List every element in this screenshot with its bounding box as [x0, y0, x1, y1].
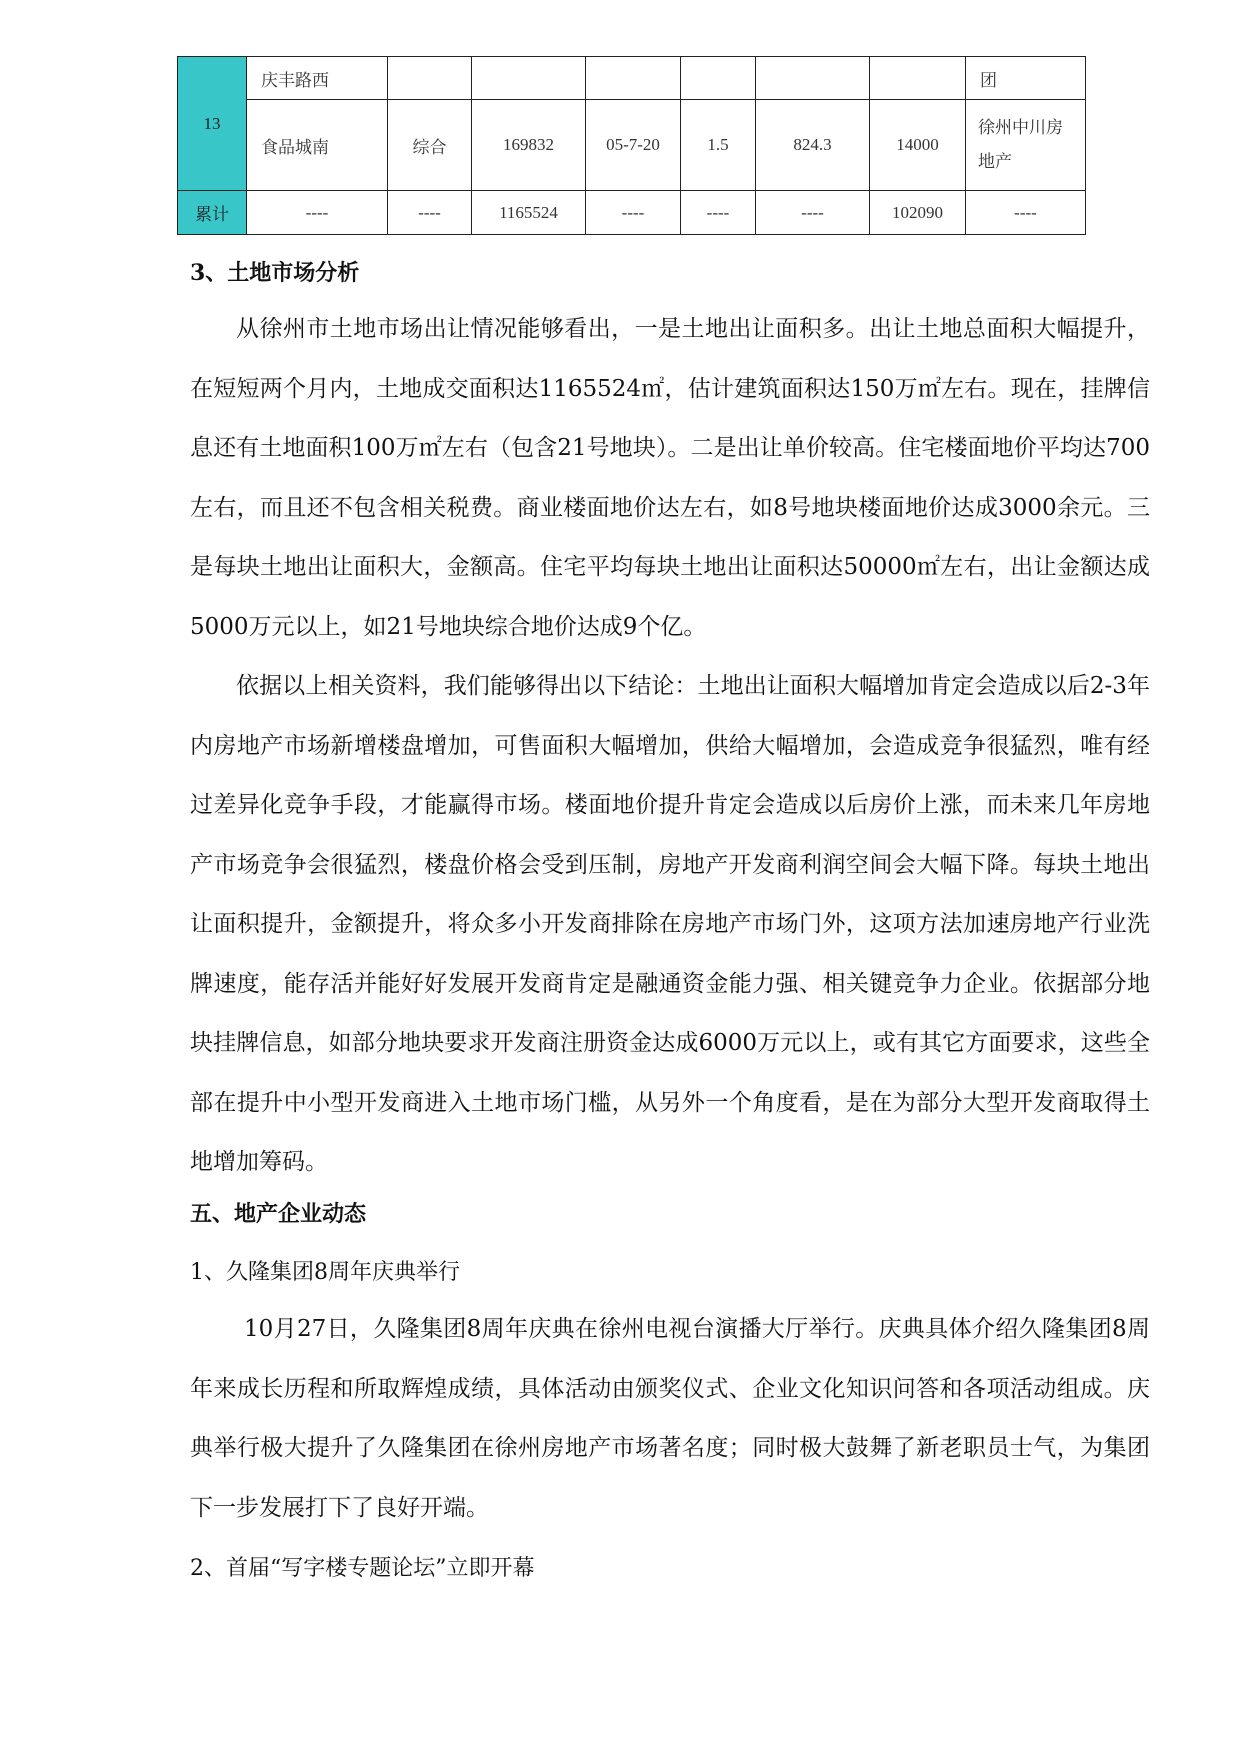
- table-cell: ----: [966, 191, 1086, 235]
- total-amount-cell: 102090: [870, 191, 966, 235]
- area-cell: 169832: [472, 100, 586, 191]
- location-cell: 庆丰路西: [247, 57, 388, 100]
- table-row: [178, 57, 1086, 100]
- price-cell: 824.3: [756, 100, 870, 191]
- table-cell: [870, 57, 966, 100]
- row-number-cell: 13: [178, 57, 247, 191]
- news-item-paragraph-1: 10月27日，久隆集团8周年庆典在徐州电视台演播大厅举行。庆典具体介绍久隆集团8周年来成长历程和所取辉煌成绩，具体活动由颁奖仪式、企业文化知识问答和各项活动组成。庆典举行极大提升了久隆集团在徐州房地产市场著名度；同时极大鼓舞了新老职员士气，为集团下一步发展打下了良好开端。: [190, 1316, 1150, 1521]
- amount-cell: 14000: [870, 100, 966, 191]
- land-transfer-table: [177, 56, 1086, 235]
- paragraph-land-market: 从徐州市土地市场出让情况能够看出，一是土地出让面积多。出让土地总面积大幅提升，在短短两个月内，土地成交面积达1165524㎡，估计建筑面积达150万㎡左右。现在，挂牌信息还有土地面积100万㎡左右（包含21号地块）。二是出让单价较高。住宅楼面地价平均达700左右，而且还不包含相关税费。商业楼面地价达左右，如8号地块楼面地价达成3000余元。三是每块土地出让面积大，金额高。住宅平均每块土地出让面积达50000㎡左右，出让金额达成5000万元以上，如21号地块综合地价达成9个亿。: [190, 316, 1150, 640]
- table-cell: ----: [586, 191, 681, 235]
- section-heading-land-analysis: 3、土地市场分析: [190, 260, 360, 286]
- paragraph-conclusion: 依据以上相关资料，我们能够得出以下结论：土地出让面积大幅增加肯定会造成以后2-3年内房地产市场新增楼盘增加，可售面积大幅增加，供给大幅增加，会造成竞争很猛烈，唯有经过差异化竞争手段，才能赢得市场。楼面地价提升肯定会造成以后房价上涨，而未来几年房地产市场竞争会很猛烈，楼盘价格会受到压制，房地产开发商利润空间会大幅下降。每块土地出让面积提升，金额提升，将众多小开发商排除在房地产市场门外，这项方法加速房地产行业洗牌速度，能存活并能好好发展开发商肯定是融通资金能力强、相关键竞争力企业。依据部分地块挂牌信息，如部分地块要求开发商注册资金达成6000万元以上，或有其它方面要求，这些全部在提升中小型开发商进入土地市场门槛，从另外一个角度看，是在为部分大型开发商取得土地增加筹码。: [190, 673, 1150, 1175]
- section-heading-enterprise-news: 五、地产企业动态: [190, 1201, 367, 1227]
- buyer-cell: 团: [966, 57, 1086, 100]
- table-row-total: [178, 191, 1086, 235]
- table-cell: [681, 57, 756, 100]
- table-cell: ----: [681, 191, 756, 235]
- ratio-cell: 1.5: [681, 100, 756, 191]
- news-item-title-2: 2、首届“写字楼专题论坛”立即开幕: [190, 1556, 535, 1581]
- buyer-cell: 徐州中川房地产: [966, 100, 1086, 191]
- table-cell: [472, 57, 586, 100]
- total-area-cell: 1165524: [472, 191, 586, 235]
- total-label-cell: 累计: [178, 191, 247, 235]
- table-row: [178, 100, 1086, 191]
- table-cell: ----: [388, 191, 472, 235]
- news-item-title-1: 1、久隆集团8周年庆典举行: [190, 1260, 460, 1285]
- location-cell: 食品城南: [247, 100, 388, 191]
- table-cell: ----: [756, 191, 870, 235]
- use-cell: 综合: [388, 100, 472, 191]
- table-cell: [388, 57, 472, 100]
- date-cell: 05-7-20: [586, 100, 681, 191]
- table-cell: ----: [247, 191, 388, 235]
- table-cell: [756, 57, 870, 100]
- table-cell: [586, 57, 681, 100]
